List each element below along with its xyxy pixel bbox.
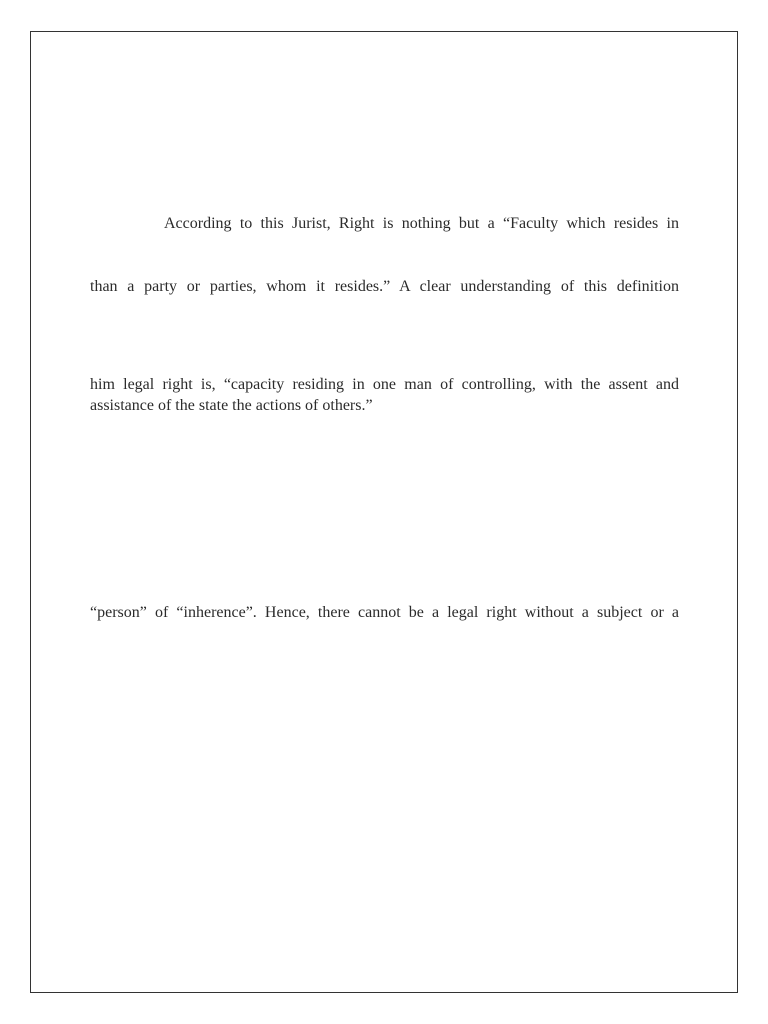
text-line-1: According to this Jurist, Right is nothing but a “Faculty which resides in bbox=[164, 215, 679, 232]
text-line-2: than a party or parties, whom it resides.” A clear understanding of this definition bbox=[90, 278, 679, 295]
text-line-5: “person” of “inherence”. Hence, there cannot be a legal right without a subject or a bbox=[90, 604, 679, 621]
document-page bbox=[30, 31, 738, 993]
text-line-3: him legal right is, “capacity residing in one man of controlling, with the assent and bbox=[90, 376, 679, 393]
text-line-4: assistance of the state the actions of others.” bbox=[90, 397, 373, 414]
